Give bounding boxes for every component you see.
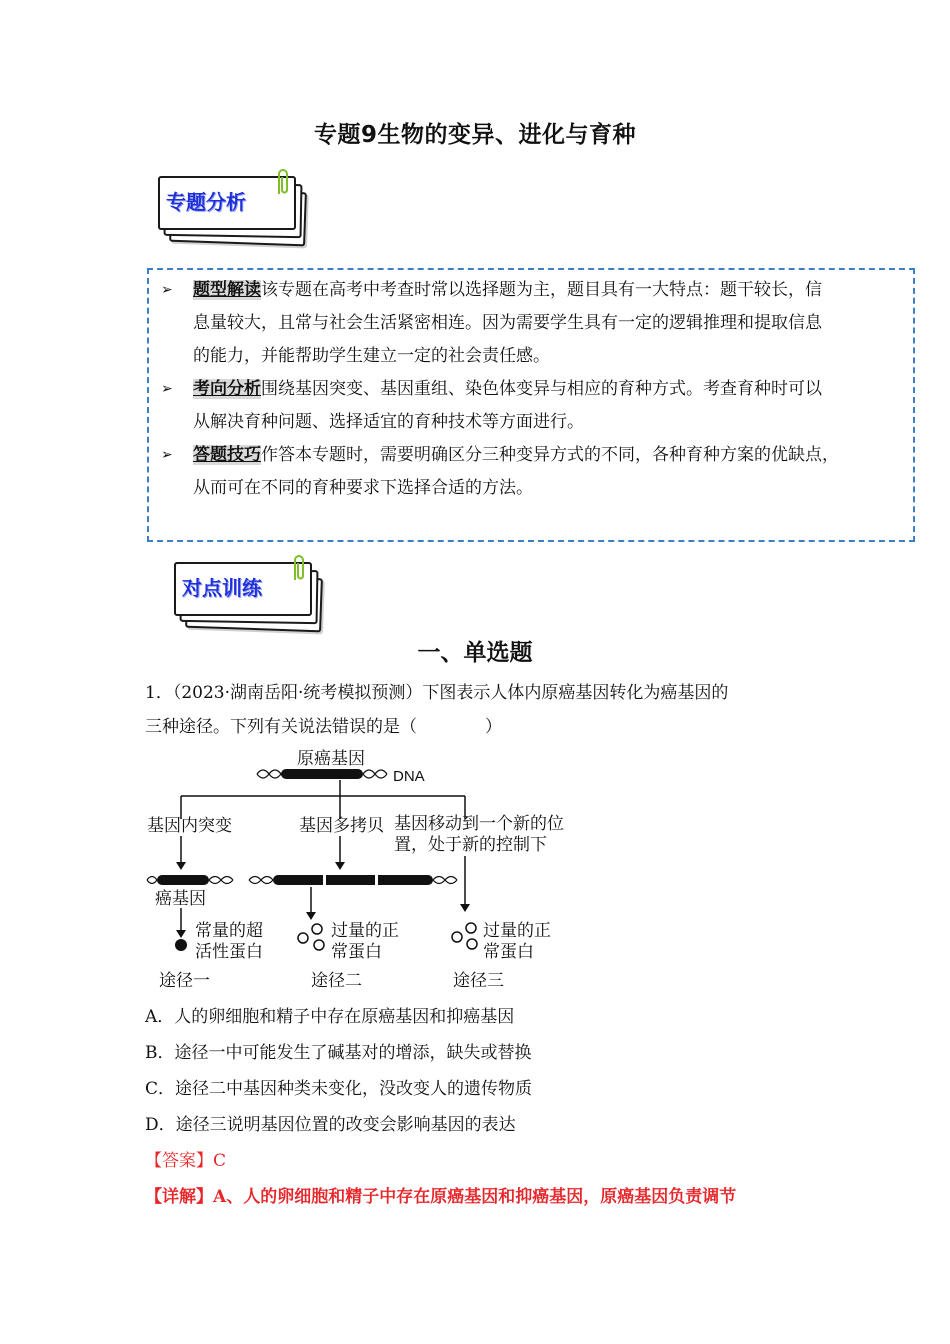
branch-label: 置，处于新的控制下: [394, 835, 547, 854]
protein-dot: [466, 923, 476, 933]
answer-line: 【答案】C: [145, 1151, 227, 1171]
question-line: 1．（2023·湖南岳阳·统考模拟预测）下图表示人体内原癌基因转化为癌基因的: [145, 683, 729, 703]
paperclip-icon: [274, 168, 290, 198]
result-label: 过量的正: [331, 921, 399, 940]
analysis-key: 考向分析: [193, 379, 261, 399]
topic-analysis-label: 专题分析: [166, 190, 246, 214]
oncogene-pathway-diagram: [145, 744, 575, 994]
branch-label: 基因多拷贝: [299, 816, 384, 835]
arrow-bullet-icon: ➢: [161, 381, 173, 397]
protein-dot: [312, 924, 322, 934]
document-title: 专题9生物的变异、进化与育种: [313, 122, 636, 148]
path-label: 途径二: [311, 971, 362, 990]
question-stem: [145, 676, 825, 744]
protein-dot: [298, 933, 308, 943]
dna-strand-top: [257, 769, 387, 779]
question-line: 三种途径。下列有关说法错误的是（ ）: [145, 717, 502, 737]
analysis-text: 围绕基因突变、基因重组、染色体变异与相应的育种方式。考查育种时可以: [261, 379, 822, 399]
targeted-training-tag: [172, 562, 332, 632]
paperclip-icon: [290, 554, 306, 584]
analysis-item: [161, 439, 911, 505]
analysis-key: 题型解读: [193, 280, 261, 300]
analysis-text: 息量较大，且常与社会生活紧密相连。因为需要学生具有一定的逻辑推理和提取信息: [193, 313, 822, 333]
arrow-bullet-icon: ➢: [161, 447, 173, 463]
branch-label: 基因内突变: [147, 816, 232, 835]
option-b[interactable]: B．途径一中可能发生了碱基对的增添，缺失或替换: [145, 1043, 532, 1063]
dna-label: DNA: [393, 768, 425, 785]
path-label: 途径一: [159, 971, 210, 990]
option-a[interactable]: A．人的卵细胞和精子中存在原癌基因和抑癌基因: [145, 1007, 515, 1027]
result-label: 过量的正: [483, 921, 551, 940]
analysis-text: 的能力，并能帮助学生建立一定的社会责任感。: [193, 346, 550, 366]
protein-dot: [314, 940, 324, 950]
option-d[interactable]: D．途径三说明基因位置的改变会影响基因的表达: [145, 1115, 516, 1135]
protein-dot: [452, 932, 462, 942]
result-label: 常蛋白: [483, 942, 534, 961]
protein-dot: [175, 939, 187, 951]
analysis-text: 作答本专题时，需要明确区分三种变异方式的不同，各种育种方案的优缺点，: [261, 445, 839, 465]
path-label: 途径三: [453, 971, 504, 990]
dna-strand-mutant: [147, 875, 233, 885]
analysis-box: [147, 268, 915, 542]
topic-analysis-tag: [156, 176, 316, 246]
analysis-item: [161, 373, 911, 439]
analysis-text: 从解决育种问题、选择适宜的育种技术等方面进行。: [193, 412, 584, 432]
result-label: 常量的超: [195, 921, 263, 940]
protein-dot: [467, 939, 477, 949]
branch-label: 基因移动到一个新的位: [394, 814, 564, 833]
analysis-item: [161, 274, 911, 373]
section-heading: 一、单选题: [417, 640, 533, 666]
analysis-text: 该专题在高考中考查时常以选择题为主，题目具有一大特点：题干较长，信: [261, 280, 822, 300]
proto-oncogene-label: 原癌基因: [297, 749, 365, 768]
analysis-text: 从而可在不同的育种要求下选择合适的方法。: [193, 478, 533, 498]
explanation-line: 【详解】A、人的卵细胞和精子中存在原癌基因和抑癌基因，原癌基因负责调节: [145, 1187, 737, 1207]
arrow-bullet-icon: ➢: [161, 282, 173, 298]
result-label: 活性蛋白: [195, 942, 263, 961]
result-label: 常蛋白: [331, 942, 382, 961]
targeted-training-label: 对点训练: [182, 576, 262, 600]
dna-strand-multicopy: [249, 875, 457, 885]
oncogene-label: 癌基因: [155, 889, 206, 908]
analysis-key: 答题技巧: [193, 445, 261, 465]
option-c[interactable]: C．途径二中基因种类未变化，没改变人的遗传物质: [145, 1079, 533, 1099]
